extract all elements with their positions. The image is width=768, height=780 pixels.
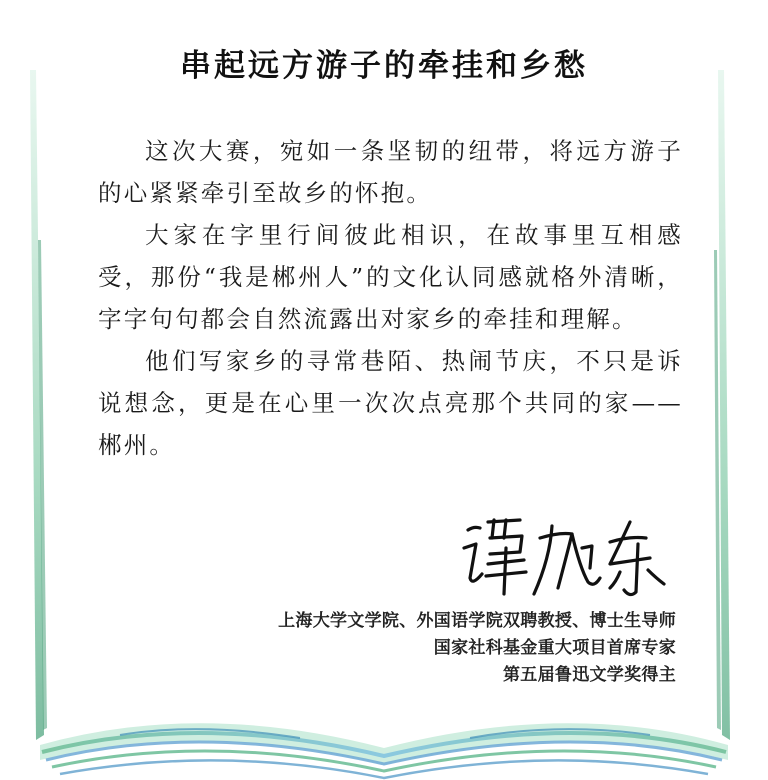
handwritten-signature [460, 508, 675, 603]
paragraph-2: 大家在字里行间彼此相识，在故事里互相感受，那份“我是郴州人”的文化认同感就格外清晰，字字句句都会自然流露出对家乡的牵挂和理解。 [98, 221, 683, 333]
article-body [98, 130, 683, 466]
credit-line-1: 上海大学文学院、外国语学院双聘教授、博士生导师 [278, 611, 676, 631]
paragraph-3: 他们写家乡的寻常巷陌、热闹节庆，不只是诉说想念，更是在心里一次次点亮那个共同的家——郴州。 [98, 347, 683, 459]
credit-line-2: 国家社科基金重大项目首席专家 [433, 638, 676, 658]
credit-line-3: 第五届鲁迅文学奖得主 [503, 665, 676, 685]
author-credits [278, 608, 676, 689]
paragraph-1: 这次大赛，宛如一条坚韧的纽带，将远方游子的心紧紧牵引至故乡的怀抱。 [98, 137, 683, 207]
article-title: 串起远方游子的牵挂和乡愁 [180, 48, 588, 84]
